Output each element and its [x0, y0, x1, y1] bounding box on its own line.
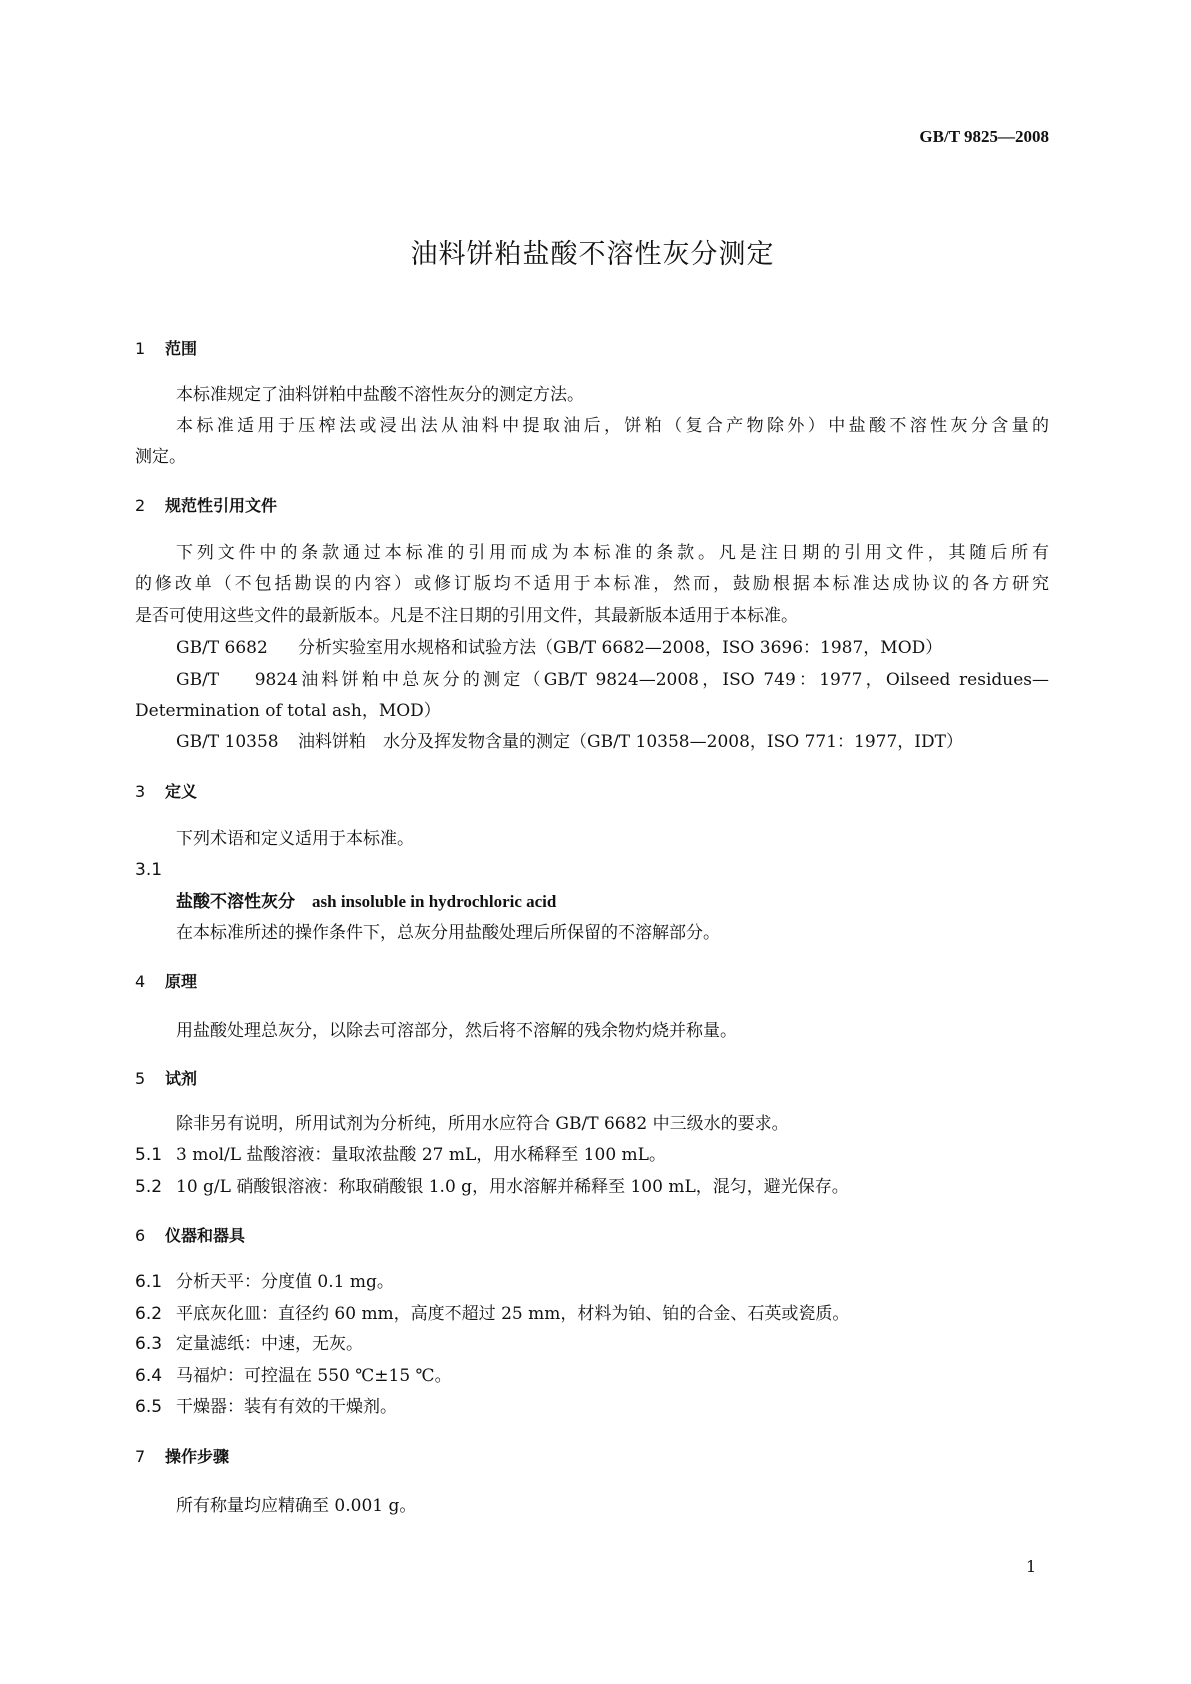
term [176, 891, 556, 913]
section-number: 1 [135, 339, 146, 358]
section-number: 7 [135, 1447, 146, 1466]
reference-continuation: Determination of total ash，MOD） [135, 701, 441, 721]
paragraph: 本标准规定了油料饼粕中盐酸不溶性灰分的测定方法。 [176, 385, 584, 405]
item-number: 6.2 [135, 1304, 163, 1324]
section-title: 原理 [165, 972, 198, 991]
paragraph-line: 测定。 [135, 447, 186, 467]
section-number: 2 [135, 496, 146, 515]
item-number: 6.1 [135, 1272, 163, 1292]
reference-item [176, 637, 942, 659]
list-item [135, 1144, 666, 1166]
section-7-heading [135, 1446, 229, 1468]
section-3-heading [135, 781, 197, 803]
reference-title: 油料饼粕 水分及挥发物含量的测定（GB/T 10358—2008，ISO 771：1977，IDT） [298, 732, 963, 752]
item-text: 干燥器：装有有效的干燥剂。 [176, 1397, 397, 1417]
section-number: 4 [135, 972, 146, 991]
term-english: ash insoluble in hydrochloric acid [312, 892, 557, 911]
reference-code: GB/T 9824 [176, 670, 298, 690]
standard-number: GB/T 9825—2008 [919, 127, 1049, 146]
reference-code: GB/T 10358 [176, 732, 279, 752]
reference-title: 分析实验室用水规格和试验方法（GB/T 6682—2008，ISO 3696：1987，MOD） [298, 638, 943, 658]
section-2-heading [135, 495, 277, 517]
term-chinese: 盐酸不溶性灰分 [176, 892, 295, 912]
section-title: 仪器和器具 [165, 1226, 246, 1245]
list-item [135, 1333, 363, 1355]
item-text: 3 mol/L 盐酸溶液：量取浓盐酸 27 mL，用水稀释至 100 mL。 [176, 1145, 666, 1165]
list-item [135, 1365, 452, 1387]
reference-item [176, 731, 963, 753]
list-item [135, 1176, 849, 1198]
paragraph: 下列术语和定义适用于本标准。 [176, 829, 414, 849]
item-number: 6.4 [135, 1366, 163, 1386]
item-number: 5.1 [135, 1145, 163, 1165]
section-title: 规范性引用文件 [165, 496, 278, 515]
subsection-number: 3.1 [135, 860, 163, 880]
item-text: 定量滤纸：中速，无灰。 [176, 1334, 363, 1354]
item-number: 6.5 [135, 1397, 163, 1417]
section-1-heading [135, 338, 197, 360]
item-text: 平底灰化皿：直径约 60 mm，高度不超过 25 mm，材料为铂、铂的合金、石英或瓷质。 [176, 1304, 850, 1324]
item-text: 分析天平：分度值 0.1 mg。 [176, 1272, 394, 1292]
section-title: 范围 [165, 339, 198, 358]
item-text: 10 g/L 硝酸银溶液：称取硝酸银 1.0 g，用水溶解并稀释至 100 mL，混匀，避光保存。 [176, 1177, 849, 1197]
section-5-heading [135, 1068, 197, 1090]
paragraph-line: 下列文件中的条款通过本标准的引用而成为本标准的条款。凡是注日期的引用文件，其随后所有 [176, 543, 1049, 563]
section-number: 3 [135, 782, 146, 801]
reference-code: GB/T 6682 [176, 638, 268, 658]
paragraph: 用盐酸处理总灰分，以除去可溶部分，然后将不溶解的残余物灼烧并称量。 [176, 1021, 737, 1041]
list-item [135, 1396, 397, 1418]
list-item [135, 1271, 394, 1293]
paragraph: 所有称量均应精确至 0.001 g。 [176, 1496, 417, 1516]
section-title: 试剂 [165, 1069, 198, 1088]
definition: 在本标准所述的操作条件下，总灰分用盐酸处理后所保留的不溶解部分。 [176, 923, 720, 943]
section-title: 操作步骤 [165, 1447, 230, 1466]
item-number: 6.3 [135, 1334, 163, 1354]
reference-item [176, 669, 1049, 691]
section-number: 6 [135, 1226, 146, 1245]
paragraph: 除非另有说明，所用试剂为分析纯，所用水应符合 GB/T 6682 中三级水的要求。 [176, 1114, 789, 1134]
section-4-heading [135, 971, 197, 993]
page-number: 1 [1026, 1557, 1037, 1576]
section-6-heading [135, 1225, 245, 1247]
paragraph-line: 本标准适用于压榨法或浸出法从油料中提取油后，饼粕（复合产物除外）中盐酸不溶性灰分含量的 [176, 416, 1049, 436]
paragraph-line: 是否可使用这些文件的最新版本。凡是不注日期的引用文件，其最新版本适用于本标准。 [135, 606, 798, 626]
paragraph [176, 415, 1049, 437]
item-number: 5.2 [135, 1177, 163, 1197]
reference-title: 油料饼粕中总灰分的测定（GB/T 9824—2008，ISO 749：1977，Oilseed residues— [298, 670, 1049, 690]
item-text: 马福炉：可控温在 550 ℃±15 ℃。 [176, 1366, 452, 1386]
paragraph-line: 的修改单（不包括勘误的内容）或修订版均不适用于本标准，然而，鼓励根据本标准达成协议的各方研究 [135, 574, 1049, 594]
page-title: 油料饼粕盐酸不溶性灰分测定 [410, 239, 775, 270]
section-number: 5 [135, 1069, 146, 1088]
list-item [135, 1303, 849, 1325]
section-title: 定义 [165, 782, 198, 801]
